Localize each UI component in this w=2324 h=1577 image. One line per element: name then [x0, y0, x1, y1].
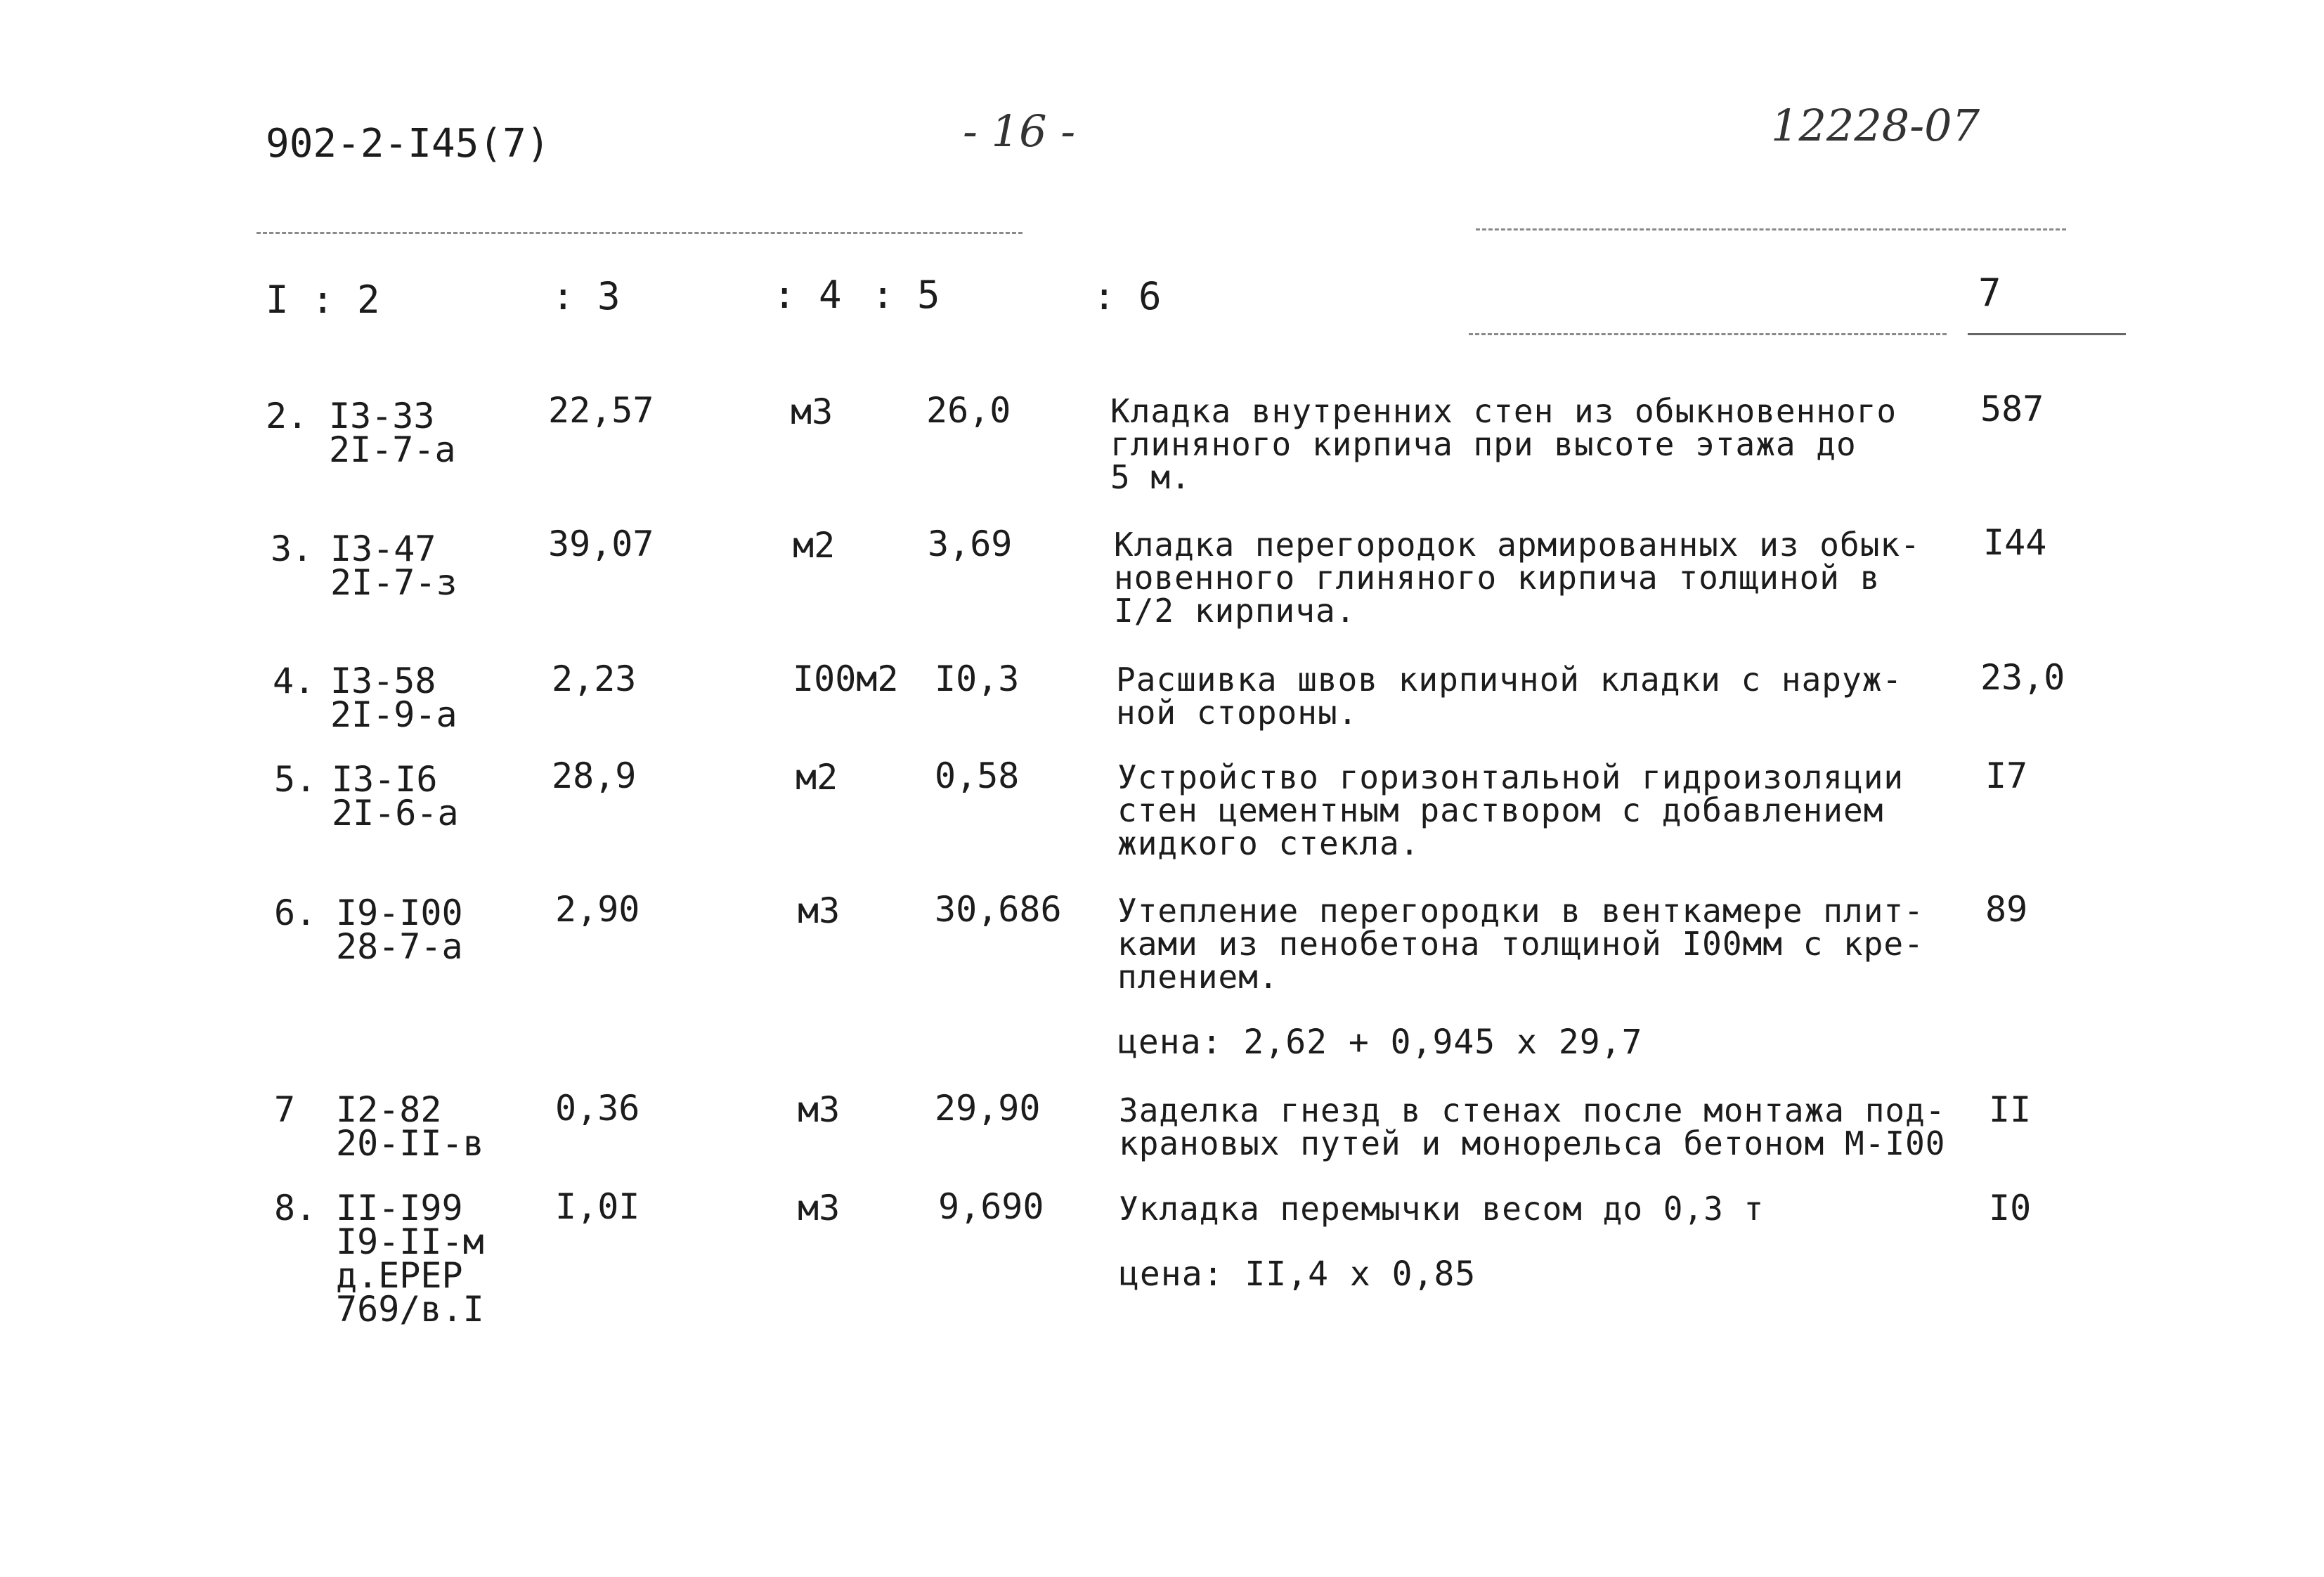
row-description: Кладка перегородок армированных из обык- новенного глиняного кирпича толщиной в I/2 кирпича.	[1114, 526, 1921, 630]
row-unit: м2	[796, 757, 838, 798]
row-description: Утепление перегородки в венткамере плит- ками из пенобетона толщиной I00мм с кре- плением.	[1117, 892, 1924, 996]
row-number: 2.	[266, 396, 309, 436]
row-unit: м3	[798, 1089, 840, 1130]
price-note: цена: II,4 х 0,85	[1119, 1254, 1476, 1294]
row-code: I3-33 2I-7-a	[329, 396, 456, 470]
page-number: - 16 -	[963, 105, 1076, 157]
row-code: I2-82 20-II-в	[336, 1089, 484, 1164]
header-divider-left	[257, 232, 1023, 234]
row-quantity: 39,07	[548, 524, 654, 564]
row-number: 7	[274, 1089, 296, 1130]
row-unit-price: 3,69	[928, 524, 1013, 564]
row-total: I0	[1989, 1188, 2032, 1228]
row-unit: м3	[798, 890, 840, 931]
row-code: I3-I6 2I-6-a	[332, 759, 459, 833]
archive-number: 12228-07	[1771, 100, 1980, 151]
row-code: II-I99 I9-II-м д.ЕРЕР 769/в.I	[336, 1188, 484, 1330]
row-total: 23,0	[1980, 657, 2065, 698]
row-number: 6.	[274, 893, 317, 933]
column-header-6: : 6	[1093, 274, 1162, 318]
row-unit: м3	[791, 391, 833, 432]
header-divider-right	[1476, 228, 2066, 231]
row-description: Заделка гнезд в стенах после монтажа под- крановых путей и монорельса бетоном М-I00	[1119, 1091, 1946, 1162]
row-total: I7	[1985, 755, 2028, 796]
column-header-4: : 4	[773, 273, 842, 317]
row-description: Укладка перемычки весом до 0,3 т	[1119, 1190, 1765, 1228]
row-unit-price: 26,0	[926, 390, 1011, 431]
row-unit: м2	[793, 525, 836, 566]
row-unit-price: 9,690	[938, 1186, 1044, 1227]
row-description: Кладка внутренних стен из обыкновенного глиняного кирпича при высоте этажа до 5 м.	[1110, 392, 1897, 496]
row-unit-price: I0,3	[935, 658, 1020, 699]
row-code: I3-47 2I-7-з	[330, 528, 457, 603]
row-total: II	[1989, 1089, 2032, 1130]
column-header-1-2: I : 2	[266, 278, 380, 322]
column-7-underline	[1968, 333, 2126, 335]
row-unit: I00м2	[793, 658, 899, 699]
row-code: I3-58 2I-9-a	[330, 661, 457, 735]
row-unit: м3	[798, 1188, 840, 1228]
price-note: цена: 2,62 + 0,945 х 29,7	[1117, 1023, 1643, 1062]
row-code: I9-I00 28-7-a	[336, 893, 463, 967]
column-header-7: 7	[1978, 271, 2001, 315]
row-unit-price: 29,90	[935, 1088, 1041, 1129]
row-total: 89	[1985, 889, 2028, 930]
row-quantity: 0,36	[555, 1088, 640, 1129]
row-quantity: 2,23	[552, 658, 637, 699]
row-number: 8.	[274, 1188, 317, 1228]
row-unit-price: 0,58	[935, 755, 1020, 796]
row-description: Устройство горизонтальной гидроизоляции стен цементным раствором с добавлением жидкого стекла.	[1117, 758, 1904, 862]
row-quantity: I,0I	[555, 1186, 640, 1227]
row-total: I44	[1983, 522, 2047, 563]
row-number: 5.	[274, 759, 317, 800]
row-quantity: 28,9	[552, 755, 637, 796]
row-unit-price: 30,686	[935, 889, 1062, 930]
column-header-divider	[1469, 333, 1947, 335]
row-number: 4.	[273, 661, 316, 701]
column-header-5: : 5	[871, 273, 940, 317]
row-number: 3.	[271, 528, 313, 569]
document-code: 902-2-I45(7)	[266, 121, 550, 167]
row-description: Расшивка швов кирпичной кладки с наруж- ной стороны.	[1116, 661, 1903, 732]
row-quantity: 22,57	[548, 390, 654, 431]
row-total: 587	[1980, 389, 2044, 429]
row-quantity: 2,90	[555, 889, 640, 930]
column-header-3: : 3	[552, 274, 621, 318]
